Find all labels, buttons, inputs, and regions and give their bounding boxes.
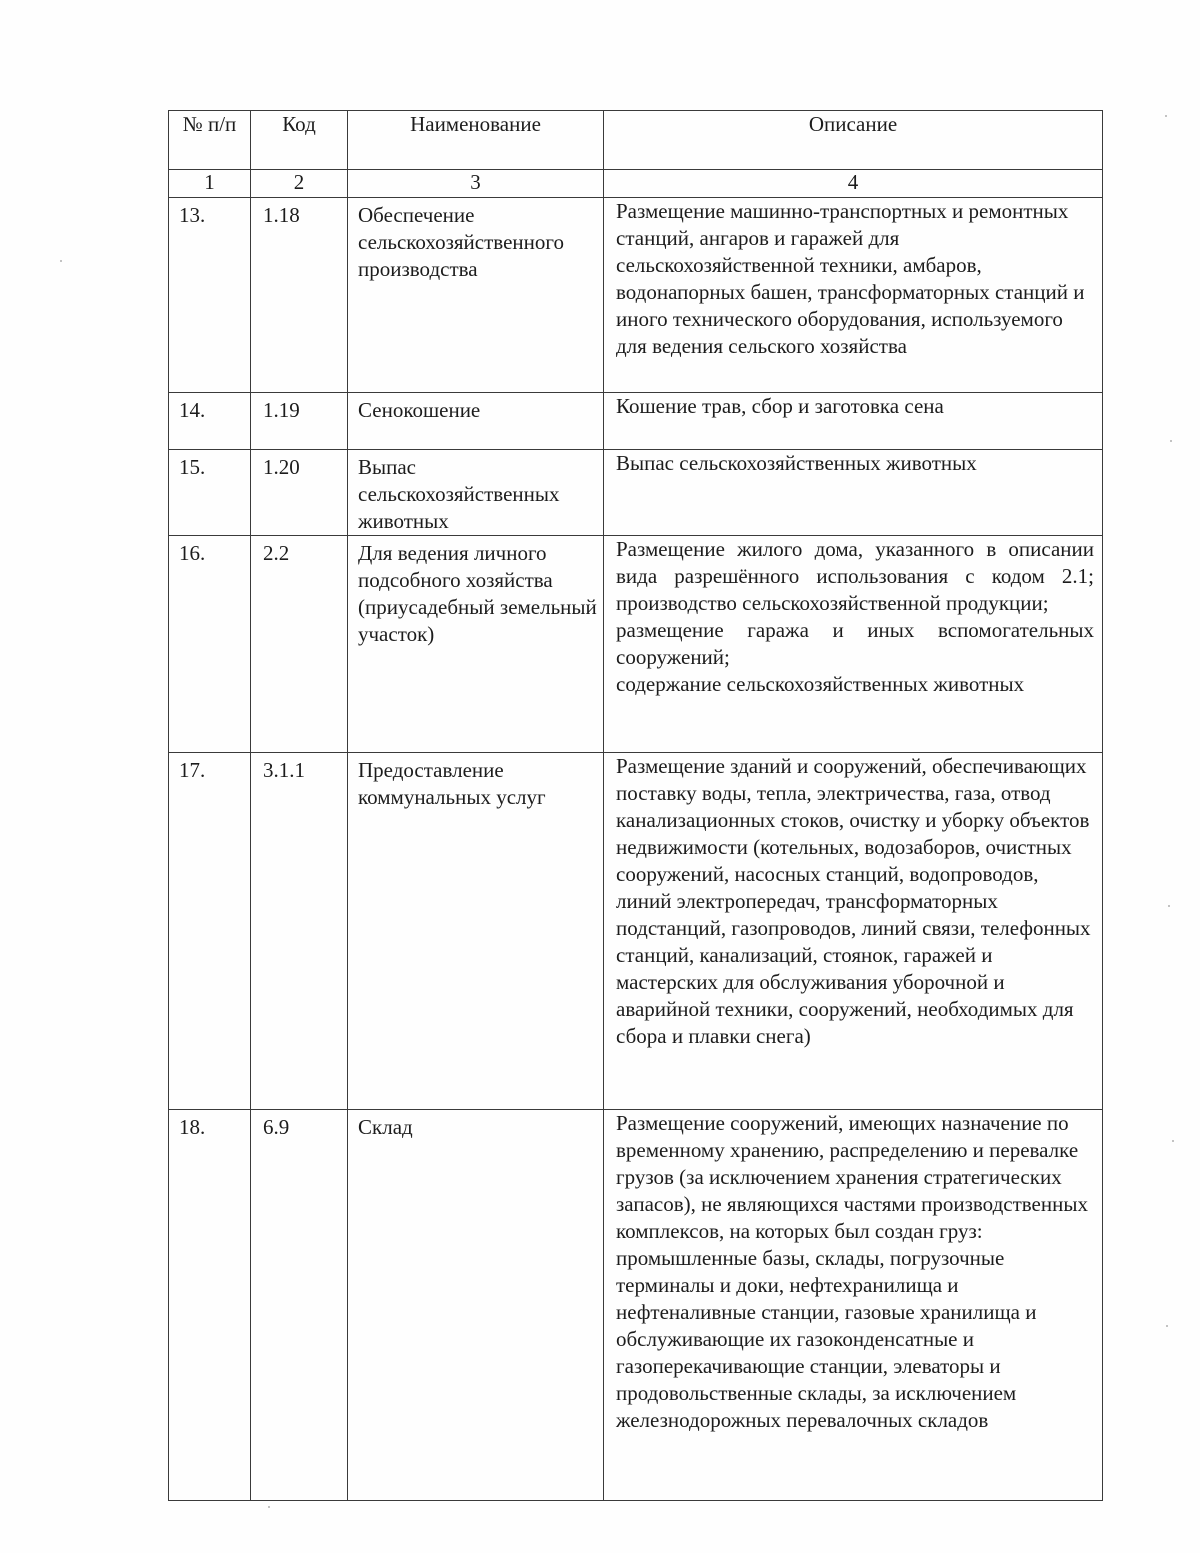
description-paragraph: содержание сельскохозяйственных животных bbox=[616, 672, 1025, 696]
scan-speck bbox=[1168, 905, 1170, 907]
row-name: Предоставление коммунальных услуг bbox=[348, 753, 604, 1110]
scan-speck bbox=[1165, 115, 1167, 117]
land-use-table bbox=[168, 110, 1103, 1501]
row-description bbox=[604, 450, 1103, 536]
description-paragraph: Размещение зданий и сооружений, обеспечивающих поставку воды, тепла, электричества, газа, отвод канализационных стоков, очистку и уборку объектов недвижимости (котельных, водозаборов, очистных сооружений, насосных станций, водопроводов, линий электропередач, трансформаторных подстанций, газопроводов, линий связи, телефонных станций, канализаций, стоянок, гаражей и мастерских для обслуживания уборочной и аварийной техники, сооружений, необходимых для сбора и плавки снега) bbox=[616, 754, 1091, 1048]
description-paragraph: Размещение сооружений, имеющих назначение по временному хранению, распределению и перевалке грузов (за исключением хранения стратегических запасов), не являющихся частями производственных комплексов, на которых был создан груз: промышленные базы, склады, погрузочные терминалы и доки, нефтехранилища и нефтеналивные станции, газовые хранилища и обслуживающие их газоконденсатные и газоперекачивающие станции, элеваторы и продовольственные склады, за исключением железнодорожных перевалочных складов bbox=[616, 1111, 1088, 1432]
description-paragraph: Кошение трав, сбор и заготовка сена bbox=[616, 394, 944, 418]
row-name: Для ведения личного подсобного хозяйства (приусадебный земельный участок) bbox=[348, 536, 604, 753]
table-row bbox=[169, 450, 1103, 536]
scan-speck bbox=[1172, 1140, 1174, 1142]
row-description bbox=[604, 753, 1103, 1110]
row-description bbox=[604, 393, 1103, 450]
description-paragraph: производство сельскохозяйственной продукции; bbox=[616, 591, 1049, 615]
row-description bbox=[604, 1110, 1103, 1501]
row-description bbox=[604, 536, 1103, 753]
header-description: Описание bbox=[604, 111, 1103, 170]
column-number: 3 bbox=[348, 170, 604, 198]
scan-speck bbox=[60, 260, 62, 262]
column-number: 4 bbox=[604, 170, 1103, 198]
header-code: Код bbox=[251, 111, 348, 170]
row-name: Обеспечение сельскохозяйственного производства bbox=[348, 198, 604, 393]
row-code: 3.1.1 bbox=[251, 753, 348, 1110]
row-name: Сенокошение bbox=[348, 393, 604, 450]
row-name: Выпас сельскохозяйственных животных bbox=[348, 450, 604, 536]
table-row bbox=[169, 536, 1103, 753]
table-row bbox=[169, 393, 1103, 450]
row-code: 6.9 bbox=[251, 1110, 348, 1501]
column-number-row bbox=[169, 170, 1103, 198]
column-number: 2 bbox=[251, 170, 348, 198]
scan-speck bbox=[268, 1506, 270, 1508]
row-number: 13. bbox=[169, 198, 251, 393]
row-number: 16. bbox=[169, 536, 251, 753]
description-paragraph: размещение гаража и иных вспомогательных сооружений; bbox=[616, 618, 1094, 669]
description-paragraph: Выпас сельскохозяйственных животных bbox=[616, 451, 977, 475]
row-code: 1.20 bbox=[251, 450, 348, 536]
row-name: Склад bbox=[348, 1110, 604, 1501]
row-number: 14. bbox=[169, 393, 251, 450]
row-number: 17. bbox=[169, 753, 251, 1110]
table-header-row bbox=[169, 111, 1103, 170]
row-number: 15. bbox=[169, 450, 251, 536]
table-row bbox=[169, 1110, 1103, 1501]
column-number: 1 bbox=[169, 170, 251, 198]
row-code: 2.2 bbox=[251, 536, 348, 753]
table-row bbox=[169, 753, 1103, 1110]
header-name: Наименование bbox=[348, 111, 604, 170]
row-description bbox=[604, 198, 1103, 393]
scan-speck bbox=[1170, 440, 1172, 442]
header-number: № п/п bbox=[169, 111, 251, 170]
table-row bbox=[169, 198, 1103, 393]
description-paragraph: Размещение машинно-транспортных и ремонтных станций, ангаров и гаражей для сельскохозяйственной техники, амбаров, водонапорных башен, трансформаторных станций и иного технического оборудования, используемого для ведения сельского хозяйства bbox=[616, 199, 1085, 358]
scan-speck bbox=[1166, 1325, 1168, 1327]
row-code: 1.19 bbox=[251, 393, 348, 450]
row-number: 18. bbox=[169, 1110, 251, 1501]
description-paragraph: Размещение жилого дома, указанного в описании вида разрешённого использования с кодом 2.1; bbox=[616, 537, 1094, 588]
row-code: 1.18 bbox=[251, 198, 348, 393]
